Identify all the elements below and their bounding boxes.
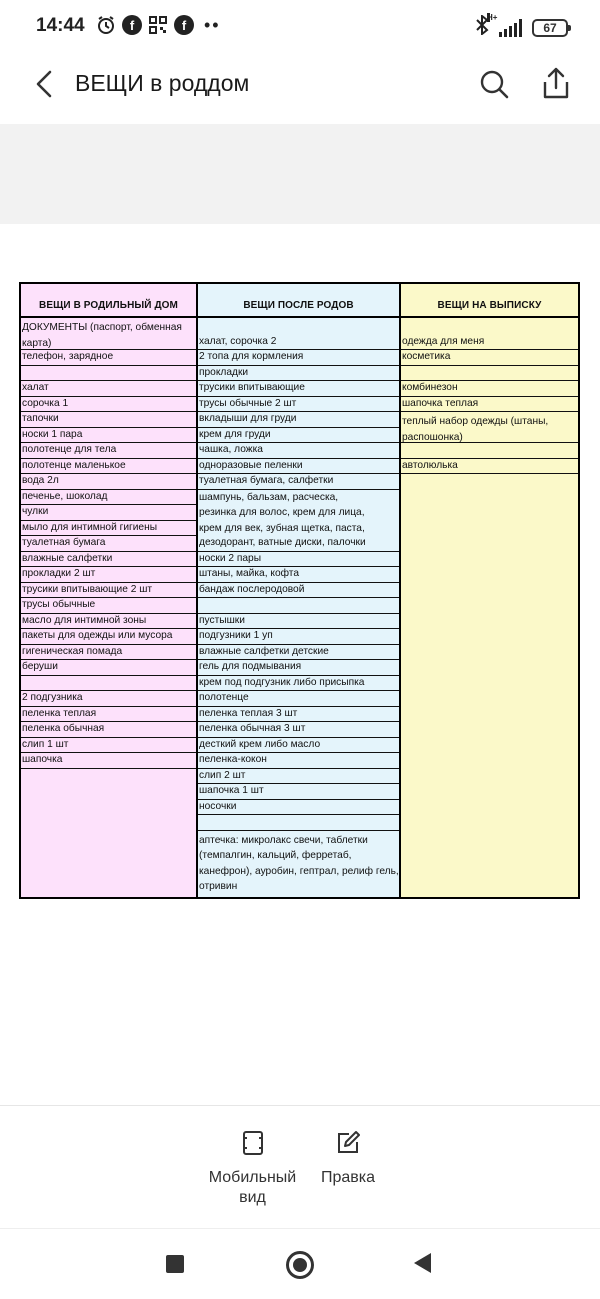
table-cell: беруши xyxy=(21,660,196,676)
table-cell: тапочки xyxy=(21,412,196,428)
table-cell: косметика xyxy=(401,350,578,366)
table-cell: аптечка: микролакс свечи, таблетки (темпалгин, кальций, ферретаб, канефрон), ауробин, гептрал, релиф гель, отривин xyxy=(199,834,399,892)
table-cell: пеленка обычная 3 шт xyxy=(198,722,399,738)
table-cell: полотенце xyxy=(198,691,399,707)
table-cell: влажные салфетки xyxy=(21,552,196,568)
column-discharge xyxy=(399,282,580,899)
table-cell: трусики впитывающие xyxy=(198,381,399,397)
notification-icons xyxy=(96,15,221,35)
table-cell: штаны, майка, кофта xyxy=(198,567,399,583)
table-cell: гель для подмывания xyxy=(198,660,399,676)
table-cell xyxy=(198,598,399,614)
bottom-toolbar xyxy=(0,1105,600,1227)
table-cell: крем для груди xyxy=(198,428,399,444)
table-cell: пустышки xyxy=(198,614,399,630)
back-triangle-icon[interactable] xyxy=(414,1253,431,1273)
table-cell xyxy=(401,366,578,382)
share-button[interactable] xyxy=(540,66,572,100)
mobile-view-label: Мобильный вид xyxy=(208,1169,297,1206)
table-cell: бандаж послеродовой xyxy=(198,583,399,599)
qr-code-icon xyxy=(148,15,168,35)
table-cell: подгузники 1 уп xyxy=(198,629,399,645)
signal-icon xyxy=(487,12,522,37)
search-icon xyxy=(478,68,510,100)
checklist-table[interactable] xyxy=(19,282,580,899)
table-cell: теплый набор одежды (штаны, распошонка) xyxy=(401,412,578,443)
mobile-view-icon xyxy=(240,1130,266,1156)
table-cell: влажные салфетки детские xyxy=(198,645,399,661)
table-cell: трусы обычные xyxy=(21,598,196,614)
table-cell: вкладыши для груди xyxy=(198,412,399,428)
table-cell: вода 2л xyxy=(21,474,196,490)
mobile-view-button[interactable] xyxy=(200,1130,305,1208)
table-cell: пеленка теплая 3 шт xyxy=(198,707,399,723)
table-cell: пакеты для одежды или мусора xyxy=(21,629,196,645)
table-cell: пеленка-кокон xyxy=(198,753,399,769)
table-cell: мыло для интимной гигиены xyxy=(21,521,196,537)
table-cell: комбинезон xyxy=(401,381,578,397)
table-cell xyxy=(21,366,196,382)
status-time: 14:44 xyxy=(36,15,85,36)
table-cell: полотенце для тела xyxy=(21,443,196,459)
page-title: ВЕЩИ в роддом xyxy=(75,70,250,96)
table-cell: резинка для волос, крем для лица, xyxy=(199,507,365,519)
column-header: ВЕЩИ НА ВЫПИСКУ xyxy=(401,284,578,318)
table-cell: трусики впитывающие 2 шт xyxy=(21,583,196,599)
table-cell: телефон, зарядное xyxy=(21,350,196,366)
table-cell: 2 топа для кормления xyxy=(198,350,399,366)
table-cell: полотенце маленькое xyxy=(21,459,196,475)
table-cell: крем под подгузник либо присыпка xyxy=(198,676,399,692)
table-cell: шапочка xyxy=(21,753,196,769)
table-cell: пеленка обычная xyxy=(21,722,196,738)
facebook-icon-2: f xyxy=(174,15,194,35)
table-cell xyxy=(401,443,578,459)
table-cell: сорочка 1 xyxy=(21,397,196,413)
column-after-birth xyxy=(196,282,401,899)
more-notifications-icon: •• xyxy=(204,15,221,35)
table-cell: халат xyxy=(21,381,196,397)
table-cell: носочки xyxy=(198,800,399,816)
table-cell: ДОКУМЕНТЫ (паспорт, обменная карта) xyxy=(21,318,196,350)
table-cell: носки 1 пара xyxy=(21,428,196,444)
search-button[interactable] xyxy=(478,68,510,100)
table-cell xyxy=(198,815,399,831)
table-cell: пеленка теплая xyxy=(21,707,196,723)
column-to-maternity xyxy=(19,282,198,899)
table-cell: гигеническая помада xyxy=(21,645,196,661)
table-cell xyxy=(21,676,196,692)
table-cell: носки 2 пары xyxy=(198,552,399,568)
system-status xyxy=(475,12,568,40)
table-cell: слип 1 шт xyxy=(21,738,196,754)
table-cell: масло для интимной зоны xyxy=(21,614,196,630)
table-cell: слип 2 шт xyxy=(198,769,399,785)
table-cell: шампунь, бальзам, расческа, xyxy=(199,491,339,503)
table-cell: трусы обычные 2 шт xyxy=(198,397,399,413)
table-cell: автолюлька xyxy=(401,459,578,475)
table-cell: шапочка 1 шт xyxy=(198,784,399,800)
table-cell: туалетная бумага xyxy=(21,536,196,552)
home-icon[interactable] xyxy=(286,1251,314,1279)
system-nav-bar xyxy=(0,1228,600,1299)
table-cell: туалетная бумага, салфетки xyxy=(198,474,399,490)
table-cell: прокладки xyxy=(198,366,399,382)
table-cell: чулки xyxy=(21,505,196,521)
battery-icon xyxy=(532,19,568,37)
column-header: ВЕЩИ В РОДИЛЬНЫЙ ДОМ xyxy=(21,284,196,318)
table-cell: десткий крем либо масло xyxy=(198,738,399,754)
table-cell: одноразовые пеленки xyxy=(198,459,399,475)
network-type: H+ xyxy=(487,12,498,22)
column-header: ВЕЩИ ПОСЛЕ РОДОВ xyxy=(198,284,399,318)
document-margin xyxy=(0,124,600,224)
chevron-left-icon xyxy=(30,68,60,100)
edit-icon xyxy=(335,1130,361,1156)
table-cell: печенье, шоколад xyxy=(21,490,196,506)
table-cell: дезодорант, ватные диски, палочки xyxy=(198,536,399,552)
table-cell: прокладки 2 шт xyxy=(21,567,196,583)
table-cell: одежда для меня xyxy=(401,318,578,350)
alarm-icon xyxy=(96,15,116,35)
edit-button[interactable] xyxy=(315,1130,381,1188)
table-cell: 2 подгузника xyxy=(21,691,196,707)
facebook-icon: f xyxy=(122,15,142,35)
table-cell: чашка, ложка xyxy=(198,443,399,459)
table-cell: крем для век, зубная щетка, паста, xyxy=(199,522,365,534)
table-cell: шапочка теплая xyxy=(401,397,578,413)
back-button[interactable] xyxy=(30,68,60,100)
app-header xyxy=(0,54,600,116)
share-icon xyxy=(540,66,572,100)
battery-level: 67 xyxy=(543,20,557,35)
status-bar xyxy=(0,0,600,54)
table-cell: халат, сорочка 2 xyxy=(198,318,399,350)
edit-label: Правка xyxy=(320,1169,376,1186)
recent-apps-icon[interactable] xyxy=(166,1255,184,1273)
